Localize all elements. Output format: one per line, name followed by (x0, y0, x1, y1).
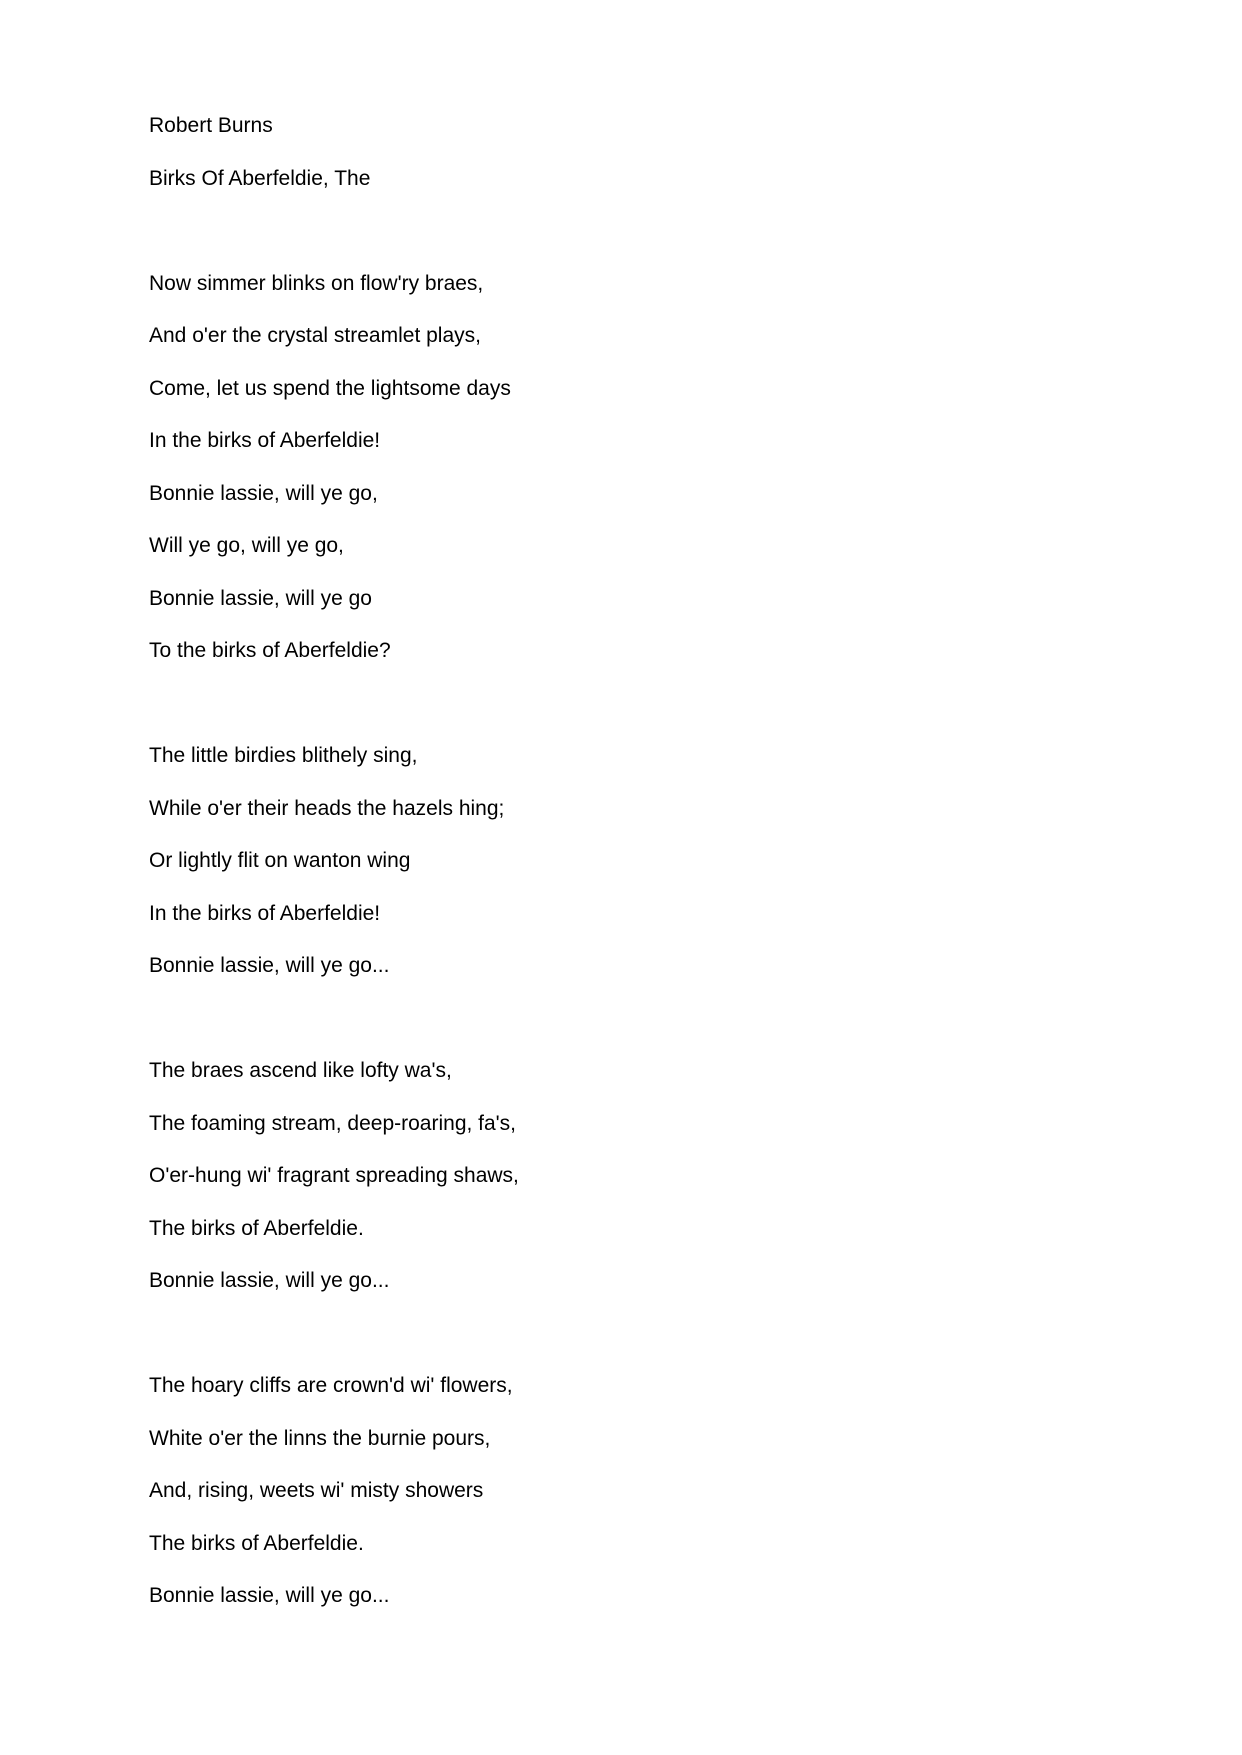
poem-line: White o'er the linns the burnie pours, (149, 1426, 491, 1450)
poem-title: Birks Of Aberfeldie, The (149, 166, 371, 190)
author-name: Robert Burns (149, 114, 273, 137)
stanza-3 (149, 1056, 1049, 1319)
poem-line: O'er-hung wi' fragrant spreading shaws, (149, 1164, 519, 1187)
poem-line: Will ye go, will ye go, (149, 534, 344, 557)
poem-line: Bonnie lassie, will ye go... (149, 1269, 390, 1292)
poem-line: Bonnie lassie, will ye go, (149, 481, 378, 505)
blank-line (149, 1319, 1049, 1372)
poem-line: Bonnie lassie, will ye go (149, 586, 372, 610)
poem-line: In the birks of Aberfeldie! (149, 901, 381, 925)
poem-line: To the birks of Aberfeldie? (149, 639, 391, 662)
poem-line: The little birdies blithely sing, (149, 744, 418, 767)
poem-line: The foaming stream, deep-roaring, fa's, (149, 1111, 517, 1135)
poem-line: And o'er the crystal streamlet plays, (149, 324, 481, 347)
poem-line: Bonnie lassie, will ye go... (149, 1584, 390, 1607)
poem-line: The birks of Aberfeldie. (149, 1531, 364, 1555)
poem-line: Bonnie lassie, will ye go... (149, 954, 390, 977)
poem-text (149, 111, 1049, 1634)
poem-line: The braes ascend like lofty wa's, (149, 1059, 452, 1082)
stanza-4 (149, 1371, 1049, 1634)
poem-line: In the birks of Aberfeldie! (149, 429, 381, 452)
poem-line: While o'er their heads the hazels hing; (149, 796, 505, 820)
blank-line (149, 216, 1049, 269)
blank-line (149, 1004, 1049, 1057)
stanza-2 (149, 741, 1049, 1004)
poem-line: Now simmer blinks on flow'ry braes, (149, 271, 484, 295)
poem-line: Or lightly flit on wanton wing (149, 849, 411, 872)
poem-line: Come, let us spend the lightsome days (149, 376, 511, 400)
blank-line (149, 689, 1049, 742)
stanza-1 (149, 269, 1049, 689)
poem-line: The birks of Aberfeldie. (149, 1216, 364, 1240)
poem-line: The hoary cliffs are crown'd wi' flowers, (149, 1374, 513, 1397)
poem-line: And, rising, weets wi' misty showers (149, 1479, 484, 1502)
